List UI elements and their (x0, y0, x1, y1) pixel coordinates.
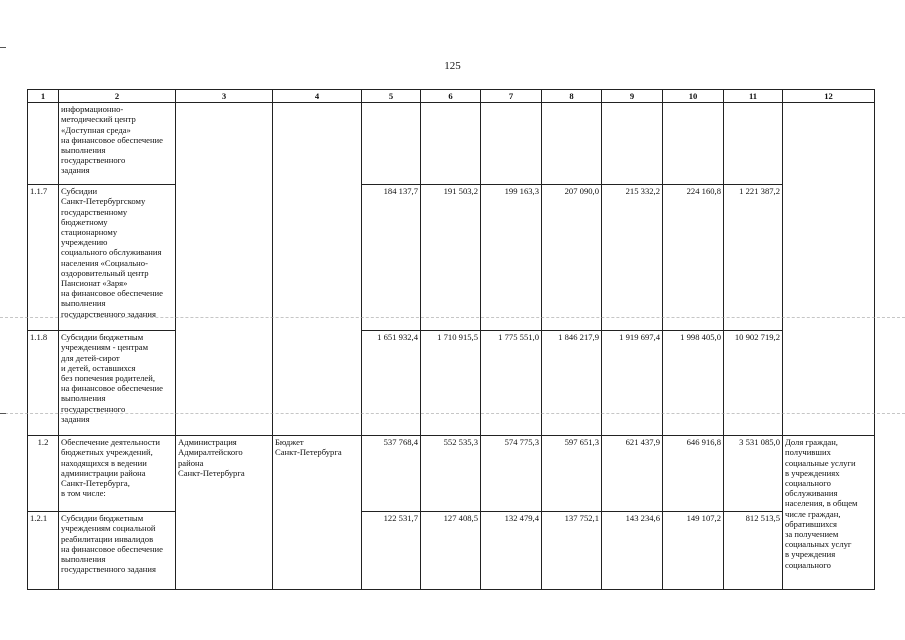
table-row (28, 103, 875, 185)
row-name: Субсидии бюджетным учреждениям - центрам для детей-сирот и детей, оставшихся без попечения родителей, на финансовое обеспечение выполнения государственного задания (59, 331, 176, 436)
row-value: 137 752,1 (542, 512, 602, 590)
row-indicator: Доля граждан, получивших социальные услуги в учреждениях социального обслуживания населения, в общем числе граждан, обратившихся за получением социальных услуг в учреждения социального (783, 436, 875, 590)
table-row (28, 331, 875, 436)
row-value: 1 919 697,4 (602, 331, 663, 436)
row-executor: Администрация Адмиралтейского района Санкт-Петербурга (176, 436, 273, 590)
row-value (481, 103, 542, 185)
row-value: 1 710 915,5 (421, 331, 481, 436)
row-value: 199 163,3 (481, 185, 542, 331)
header-cell: 11 (724, 90, 783, 103)
row-total: 812 513,5 (724, 512, 783, 590)
row-total: 1 221 387,2 (724, 185, 783, 331)
header-cell: 3 (176, 90, 273, 103)
row-value: 621 437,9 (602, 436, 663, 512)
row-source: Бюджет Санкт-Петербурга (273, 436, 362, 590)
header-cell: 4 (273, 90, 362, 103)
row-value (542, 103, 602, 185)
row-value: 191 503,2 (421, 185, 481, 331)
row-name: Субсидии бюджетным учреждениям социальной реабилитации инвалидов на финансовое обеспечение выполнения государственного задания (59, 512, 176, 590)
header-cell: 10 (663, 90, 724, 103)
program-table (27, 89, 875, 590)
scan-artifact-line (0, 413, 905, 414)
row-value: 184 137,7 (362, 185, 421, 331)
row-total: 10 902 719,2 (724, 331, 783, 436)
row-name: Субсидии Санкт-Петербургскому государственному бюджетному стационарному учреждению социального обслуживания населения «Социально- оздоровительный центр Пансионат «Заря» на финансовое обеспечение выполнения государственного задания (59, 185, 176, 331)
scan-edge-mark (0, 47, 6, 48)
header-cell: 9 (602, 90, 663, 103)
row-value: 1 998 405,0 (663, 331, 724, 436)
row-value: 143 234,6 (602, 512, 663, 590)
row-value: 132 479,4 (481, 512, 542, 590)
row-value: 1 775 551,0 (481, 331, 542, 436)
row-value (663, 103, 724, 185)
row-value: 552 535,3 (421, 436, 481, 512)
header-cell: 2 (59, 90, 176, 103)
row-value: 215 332,2 (602, 185, 663, 331)
scan-artifact-line (0, 317, 905, 318)
row-value: 207 090,0 (542, 185, 602, 331)
header-cell: 7 (481, 90, 542, 103)
page-number: 125 (444, 60, 461, 72)
header-row (28, 90, 875, 103)
scan-edge-mark (0, 413, 6, 414)
row-value: 224 160,8 (663, 185, 724, 331)
row-value (602, 103, 663, 185)
header-cell: 8 (542, 90, 602, 103)
row-source (273, 103, 362, 436)
row-value: 1 846 217,9 (542, 331, 602, 436)
header-cell: 12 (783, 90, 875, 103)
row-code: 1.2.1 (28, 512, 59, 590)
header-cell: 1 (28, 90, 59, 103)
row-value: 646 916,8 (663, 436, 724, 512)
row-code: 1.1.8 (28, 331, 59, 436)
row-value: 149 107,2 (663, 512, 724, 590)
row-executor (176, 103, 273, 436)
header-cell: 5 (362, 90, 421, 103)
row-indicator (783, 103, 875, 436)
table-row (28, 185, 875, 331)
row-name: информационно- методический центр «Доступная среда» на финансовое обеспечение выполнения государственного задания (59, 103, 176, 185)
row-value: 597 651,3 (542, 436, 602, 512)
row-value (362, 103, 421, 185)
row-value (421, 103, 481, 185)
row-total (724, 103, 783, 185)
row-code: 1.2 (28, 436, 59, 512)
table-row (28, 436, 875, 512)
table-row (28, 512, 875, 590)
row-value: 537 768,4 (362, 436, 421, 512)
row-value: 122 531,7 (362, 512, 421, 590)
row-name: Обеспечение деятельности бюджетных учреждений, находящихся в ведении администрации района Санкт-Петербурга, в том числе: (59, 436, 176, 512)
row-code (28, 103, 59, 185)
row-total: 3 531 085,0 (724, 436, 783, 512)
row-value: 574 775,3 (481, 436, 542, 512)
row-value: 127 408,5 (421, 512, 481, 590)
header-cell: 6 (421, 90, 481, 103)
row-code: 1.1.7 (28, 185, 59, 331)
row-value: 1 651 932,4 (362, 331, 421, 436)
